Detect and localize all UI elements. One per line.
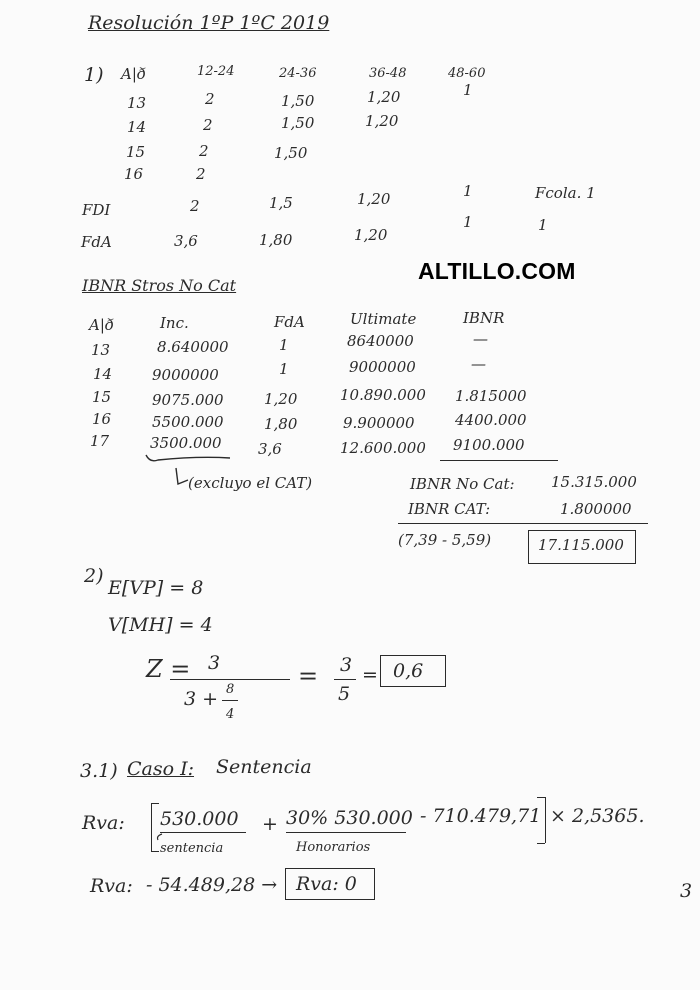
- dev-row-year: 13: [127, 94, 147, 112]
- fdi-label: FDI: [82, 201, 111, 219]
- fdi-value: 1: [463, 182, 473, 200]
- fdi-value: 1,20: [357, 190, 391, 208]
- watermark: ALTILLO.COM: [418, 258, 576, 284]
- dev-cell: 2: [203, 116, 213, 134]
- dev-cell: 2: [199, 142, 209, 160]
- dev-cell: 1,50: [281, 114, 315, 132]
- case-title: Caso I:: [127, 758, 195, 780]
- fda-value: 1,20: [354, 226, 388, 244]
- ibnr-header-year: A|ð: [89, 316, 114, 334]
- ibnr-title: IBNR Stros No Cat: [82, 276, 237, 295]
- section2-label: 2): [84, 565, 104, 587]
- rva-factor: × 2,5365.: [550, 805, 645, 827]
- ibnr-nocat-value: 15.315.000: [551, 473, 637, 491]
- ibnr-header-inc: Inc.: [160, 314, 189, 332]
- ibnr-row-year: 16: [92, 410, 112, 428]
- ibnr-row-ibnr: 9100.000: [453, 436, 525, 454]
- rva2-value: - 54.489,28 →: [146, 874, 278, 896]
- ibnr-cat-value: 1.800000: [560, 500, 632, 518]
- z-denominator: 3 +: [184, 688, 219, 710]
- z-numerator: 3: [208, 652, 221, 674]
- page-number: 3: [680, 880, 693, 902]
- ibnr-row-fda: 1: [279, 336, 289, 354]
- rva-term-sentencia: 530.000: [160, 808, 239, 830]
- z-result-denominator: 5: [338, 683, 351, 705]
- fda-label: FdA: [81, 233, 112, 251]
- ibnr-header-fda: FdA: [274, 313, 305, 331]
- term1-note: sentencia: [160, 841, 224, 856]
- case-name: Sentencia: [216, 756, 312, 778]
- dev-header-24-36: 24-36: [279, 66, 317, 81]
- ibnr-row-year: 13: [91, 341, 111, 359]
- ibnr-row-inc: 9075.000: [152, 391, 224, 409]
- dev-cell: 2: [196, 165, 206, 183]
- ibnr-row-ibnr: —: [471, 355, 486, 373]
- fdi-value: Fcola. 1: [535, 184, 596, 202]
- z-equals: =: [298, 662, 319, 690]
- ibnr-row-ult: 12.600.000: [340, 439, 426, 457]
- z-result: 0,6: [393, 660, 424, 682]
- z-equals-2: =: [362, 664, 378, 686]
- section3-label: 3.1): [80, 760, 118, 782]
- bracket-under-incurred: [146, 455, 230, 461]
- ibnr-row-inc: 8.640000: [157, 338, 229, 356]
- ibnr-row-ult: 9000000: [349, 358, 416, 376]
- fdi-value: 1,5: [269, 194, 293, 212]
- dev-row-year: 16: [124, 165, 144, 183]
- expected-vp: E[VP] = 8: [108, 577, 204, 599]
- ibnr-row-fda: 1,20: [264, 390, 298, 408]
- dev-cell: 2: [205, 90, 215, 108]
- ibnr-row-ult: 10.890.000: [340, 386, 426, 404]
- z-result-numerator: 3: [340, 654, 353, 676]
- rva-plus: +: [262, 813, 278, 835]
- dev-header-48-60: 48-60: [448, 66, 486, 81]
- ibnr-header-ibnr: IBNR: [463, 309, 505, 327]
- ibnr-row-fda: 1,80: [264, 415, 298, 433]
- dev-header-36-48: 36-48: [369, 66, 407, 81]
- ibnr-row-inc: 3500.000: [150, 434, 222, 452]
- ibnr-row-year: 17: [90, 432, 110, 450]
- variance-mh: V[MH] = 4: [108, 614, 213, 636]
- ibnr-row-ibnr: 1.815000: [455, 387, 527, 405]
- dev-cell: 1: [463, 81, 473, 99]
- ibnr-row-ult: 9.900000: [343, 414, 415, 432]
- dev-cell: 1,50: [274, 144, 308, 162]
- ibnr-row-fda: 3,6: [258, 440, 282, 458]
- ibnr-cat-calc: (7,39 - 5,59): [398, 531, 492, 549]
- ibnr-row-fda: 1: [279, 360, 289, 378]
- dev-header-12-24: 12-24: [197, 64, 235, 79]
- ibnr-row-year: 15: [92, 388, 112, 406]
- rva-label: Rva:: [82, 812, 125, 834]
- z-small-denominator: 4: [226, 707, 235, 722]
- ibnr-row-ibnr: —: [473, 330, 488, 348]
- rva-final: Rva: 0: [296, 873, 357, 895]
- ibnr-row-ult: 8640000: [347, 332, 414, 350]
- dev-header-year: A|ð: [121, 65, 146, 83]
- rva-term-honorarios: 30% 530.000: [286, 807, 413, 829]
- ibnr-row-inc: 5500.000: [152, 413, 224, 431]
- ibnr-note: (excluyo el CAT): [188, 474, 313, 492]
- dev-cell: 1,20: [367, 88, 401, 106]
- z-small-numerator: 8: [226, 682, 235, 697]
- ibnr-nocat-label: IBNR No Cat:: [410, 475, 515, 493]
- term2-note: Honorarios: [296, 840, 371, 855]
- ibnr-header-ultimate: Ultimate: [350, 310, 417, 328]
- rva2-label: Rva:: [90, 875, 133, 897]
- dev-row-year: 14: [127, 118, 147, 136]
- dev-row-year: 15: [126, 143, 146, 161]
- fda-value: 1,80: [259, 231, 293, 249]
- dev-cell: 1,50: [281, 92, 315, 110]
- ibnr-row-year: 14: [93, 365, 113, 383]
- dev-cell: 1,20: [365, 112, 399, 130]
- ibnr-row-ibnr: 4400.000: [455, 411, 527, 429]
- z-label: Z =: [146, 655, 191, 683]
- term1-stroke: [158, 834, 163, 840]
- ibnr-cat-label: IBNR CAT:: [408, 500, 491, 518]
- rva-minus-term: - 710.479,71: [420, 805, 542, 827]
- fdi-value: 2: [190, 197, 200, 215]
- page-title: Resolución 1ºP 1ºC 2019: [88, 12, 330, 34]
- ibnr-row-inc: 9000000: [152, 366, 219, 384]
- fda-value: 1: [463, 213, 473, 231]
- note-arrow: [176, 468, 188, 484]
- fda-value: 3,6: [174, 232, 198, 250]
- fda-value: 1: [538, 216, 548, 234]
- ibnr-total: 17.115.000: [538, 536, 624, 554]
- section1-label: 1): [84, 64, 104, 86]
